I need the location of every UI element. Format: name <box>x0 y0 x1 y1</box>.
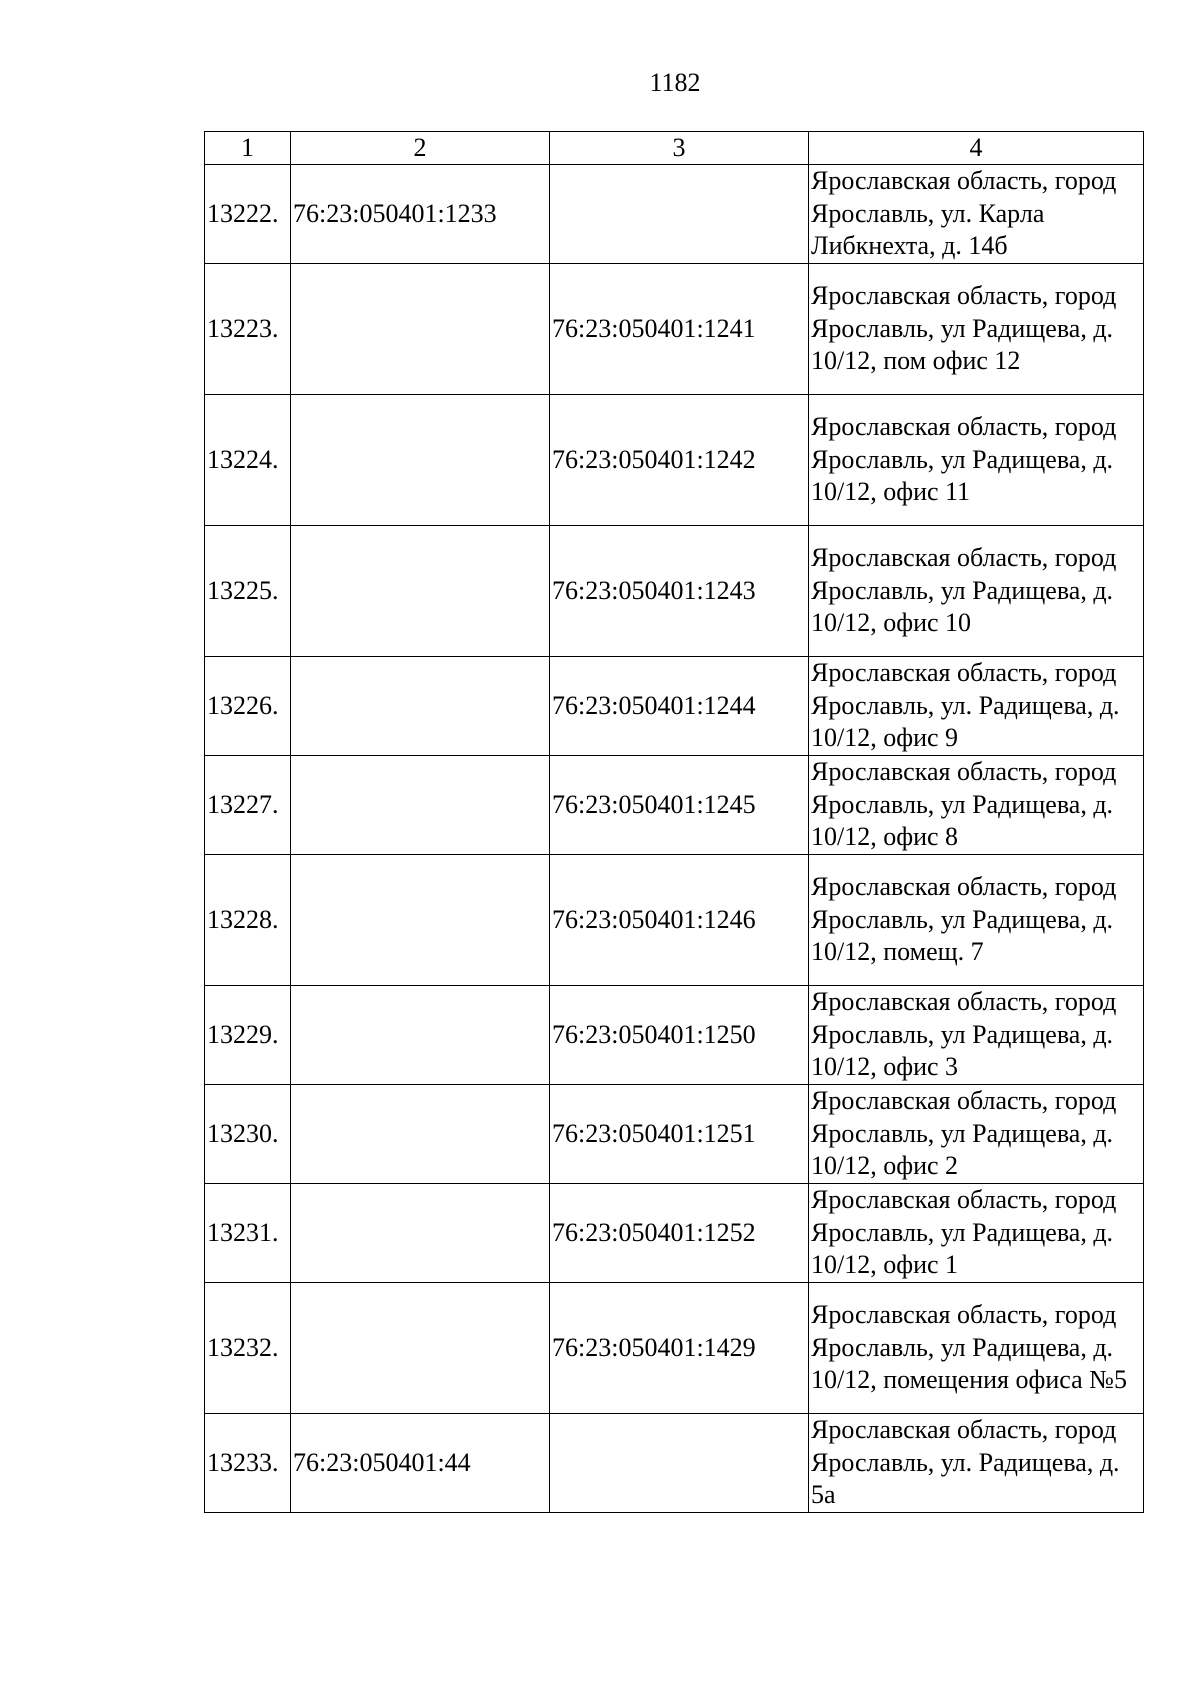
cadastral-number-cell-col2 <box>291 1283 550 1414</box>
header-col-3: 3 <box>550 132 809 165</box>
cadastral-number-cell-col3 <box>550 165 809 264</box>
table-row <box>205 657 1144 756</box>
cadastral-number-cell-col3: 76:23:050401:1246 <box>550 855 809 986</box>
row-number-cell: 13230. <box>205 1085 291 1184</box>
address-cell: Ярославская область, город Ярославль, ул Радищева, д. 10/12, офис 11 <box>809 395 1144 526</box>
row-number-cell: 13223. <box>205 264 291 395</box>
address-cell: Ярославская область, город Ярославль, ул Радищева, д. 10/12, офис 3 <box>809 986 1144 1085</box>
row-number-cell: 13225. <box>205 526 291 657</box>
address-cell: Ярославская область, город Ярославль, ул Радищева, д. 10/12, офис 1 <box>809 1184 1144 1283</box>
table-row <box>205 1085 1144 1184</box>
header-col-1: 1 <box>205 132 291 165</box>
table-row <box>205 756 1144 855</box>
header-col-2: 2 <box>291 132 550 165</box>
table-row <box>205 395 1144 526</box>
cadastral-number-cell-col2 <box>291 657 550 756</box>
cadastral-number-cell-col3 <box>550 1414 809 1513</box>
cadastral-number-cell-col3: 76:23:050401:1250 <box>550 986 809 1085</box>
cadastral-number-cell-col2 <box>291 1184 550 1283</box>
cadastral-number-cell-col3: 76:23:050401:1252 <box>550 1184 809 1283</box>
cadastral-number-cell-col2 <box>291 264 550 395</box>
table-row <box>205 1414 1144 1513</box>
cadastral-number-cell-col2 <box>291 526 550 657</box>
cadastral-number-cell-col3: 76:23:050401:1243 <box>550 526 809 657</box>
cadastral-number-cell-col2: 76:23:050401:44 <box>291 1414 550 1513</box>
table-row <box>205 165 1144 264</box>
table-header <box>205 132 1144 165</box>
table-row <box>205 1184 1144 1283</box>
address-cell: Ярославская область, город Ярославль, ул. Радищева, д. 10/12, офис 9 <box>809 657 1144 756</box>
cadastral-number-cell-col3: 76:23:050401:1242 <box>550 395 809 526</box>
cadastral-number-cell-col3: 76:23:050401:1429 <box>550 1283 809 1414</box>
page-number: 1182 <box>649 68 701 97</box>
address-cell: Ярославская область, город Ярославль, ул. Карла Либкнехта, д. 14б <box>809 165 1144 264</box>
table-row <box>205 986 1144 1085</box>
row-number-cell: 13229. <box>205 986 291 1085</box>
address-cell: Ярославская область, город Ярославль, ул Радищева, д. 10/12, офис 2 <box>809 1085 1144 1184</box>
registry-table <box>204 131 1144 1513</box>
table-row <box>205 526 1144 657</box>
header-row <box>205 132 1144 165</box>
cadastral-number-cell-col2 <box>291 986 550 1085</box>
table-row <box>205 855 1144 986</box>
cadastral-number-cell-col2 <box>291 395 550 526</box>
row-number-cell: 13228. <box>205 855 291 986</box>
cadastral-number-cell-col2 <box>291 756 550 855</box>
cadastral-number-cell-col3: 76:23:050401:1244 <box>550 657 809 756</box>
row-number-cell: 13227. <box>205 756 291 855</box>
table-row <box>205 264 1144 395</box>
address-cell: Ярославская область, город Ярославль, ул Радищева, д. 10/12, помещ. 7 <box>809 855 1144 986</box>
row-number-cell: 13233. <box>205 1414 291 1513</box>
address-cell: Ярославская область, город Ярославль, ул Радищева, д. 10/12, помещения офиса №5 <box>809 1283 1144 1414</box>
address-cell: Ярославская область, город Ярославль, ул. Радищева, д. 5а <box>809 1414 1144 1513</box>
row-number-cell: 13224. <box>205 395 291 526</box>
row-number-cell: 13222. <box>205 165 291 264</box>
header-col-4: 4 <box>809 132 1144 165</box>
table-body <box>205 165 1144 1513</box>
cadastral-number-cell-col3: 76:23:050401:1245 <box>550 756 809 855</box>
row-number-cell: 13226. <box>205 657 291 756</box>
cadastral-number-cell-col2 <box>291 1085 550 1184</box>
address-cell: Ярославская область, город Ярославль, ул Радищева, д. 10/12, офис 8 <box>809 756 1144 855</box>
table-row <box>205 1283 1144 1414</box>
address-cell: Ярославская область, город Ярославль, ул Радищева, д. 10/12, офис 10 <box>809 526 1144 657</box>
cadastral-number-cell-col2 <box>291 855 550 986</box>
cadastral-number-cell-col3: 76:23:050401:1251 <box>550 1085 809 1184</box>
cadastral-number-cell-col2: 76:23:050401:1233 <box>291 165 550 264</box>
row-number-cell: 13232. <box>205 1283 291 1414</box>
cadastral-number-cell-col3: 76:23:050401:1241 <box>550 264 809 395</box>
row-number-cell: 13231. <box>205 1184 291 1283</box>
address-cell: Ярославская область, город Ярославль, ул Радищева, д. 10/12, пом офис 12 <box>809 264 1144 395</box>
